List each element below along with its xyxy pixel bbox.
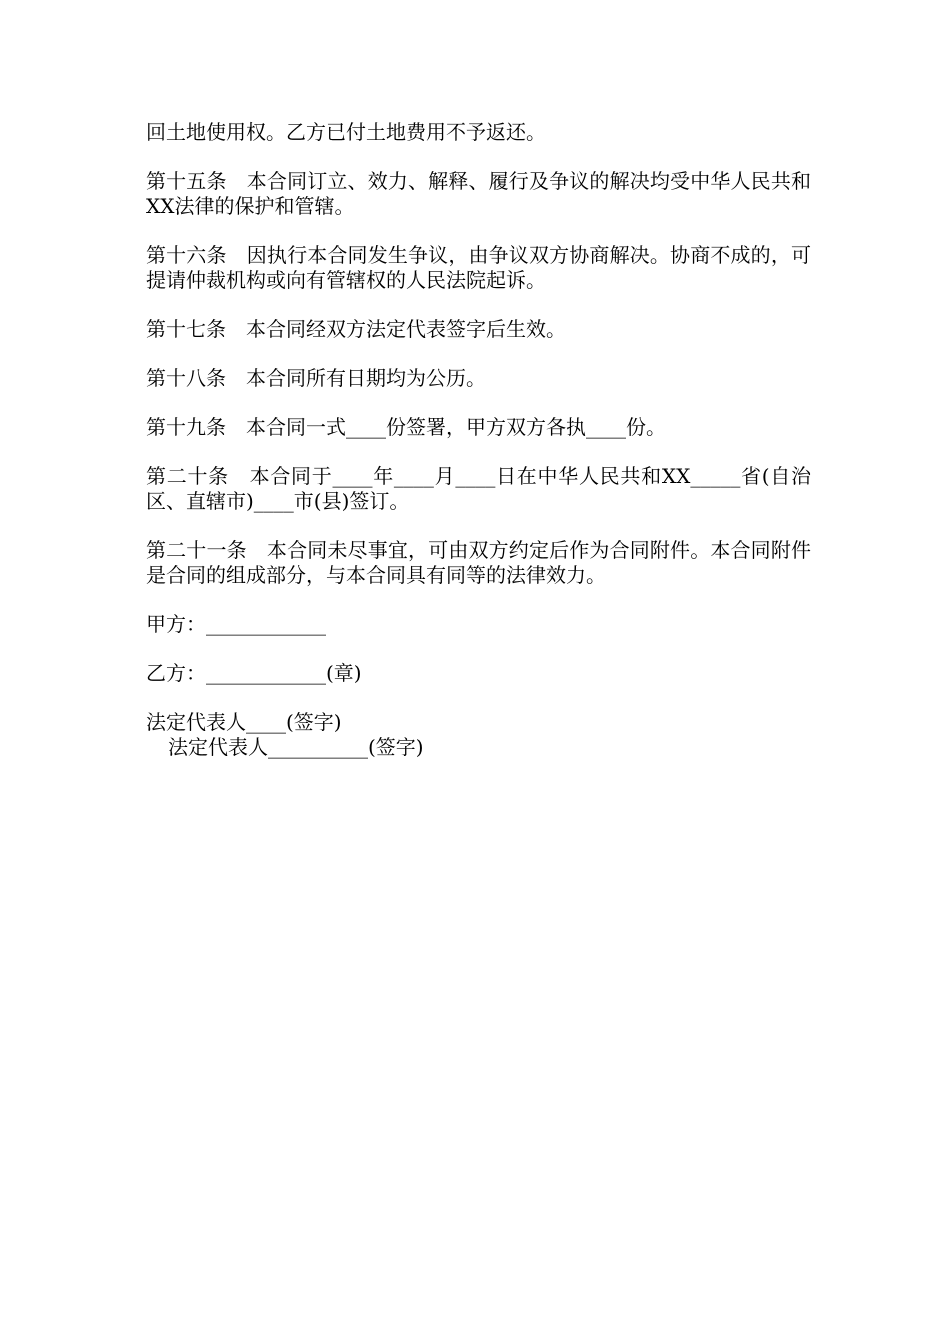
article-21: 第二十一条 本合同未尽事宜，可由双方约定后作为合同附件。本合同附件是合同的组成部分，与本合同具有同等的法律效力。 [146, 538, 811, 587]
article-19: 第十九条 本合同一式____份签署，甲方双方各执____份。 [146, 415, 666, 439]
article-17: 第十七条 本合同经双方法定代表签字后生效。 [146, 317, 566, 341]
party-b-signature-line: 乙方：____________(章) [146, 661, 362, 685]
article-15: 第十五条 本合同订立、效力、解释、履行及争议的解决均受中华人民共和XX法律的保护和管辖。 [146, 169, 811, 218]
article-16: 第十六条 因执行本合同发生争议，由争议双方协商解决。协商不成的，可提请仲裁机构或向有管辖权的人民法院起诉。 [146, 243, 811, 292]
article-20: 第二十条 本合同于____年____月____日在中华人民共和XX_____省(自治区、直辖市)____市(县)签订。 [146, 464, 811, 513]
document-page [146, 120, 811, 760]
legal-rep-b-signature-line: 法定代表人__________(签字) [168, 735, 424, 759]
party-a-signature-line: 甲方：____________ [146, 612, 326, 636]
article-18: 第十八条 本合同所有日期均为公历。 [146, 366, 486, 390]
legal-rep-a-signature-line: 法定代表人____(签字) [146, 710, 342, 734]
paragraph-land-use: 回土地使用权。乙方已付土地费用不予返还。 [146, 120, 546, 144]
